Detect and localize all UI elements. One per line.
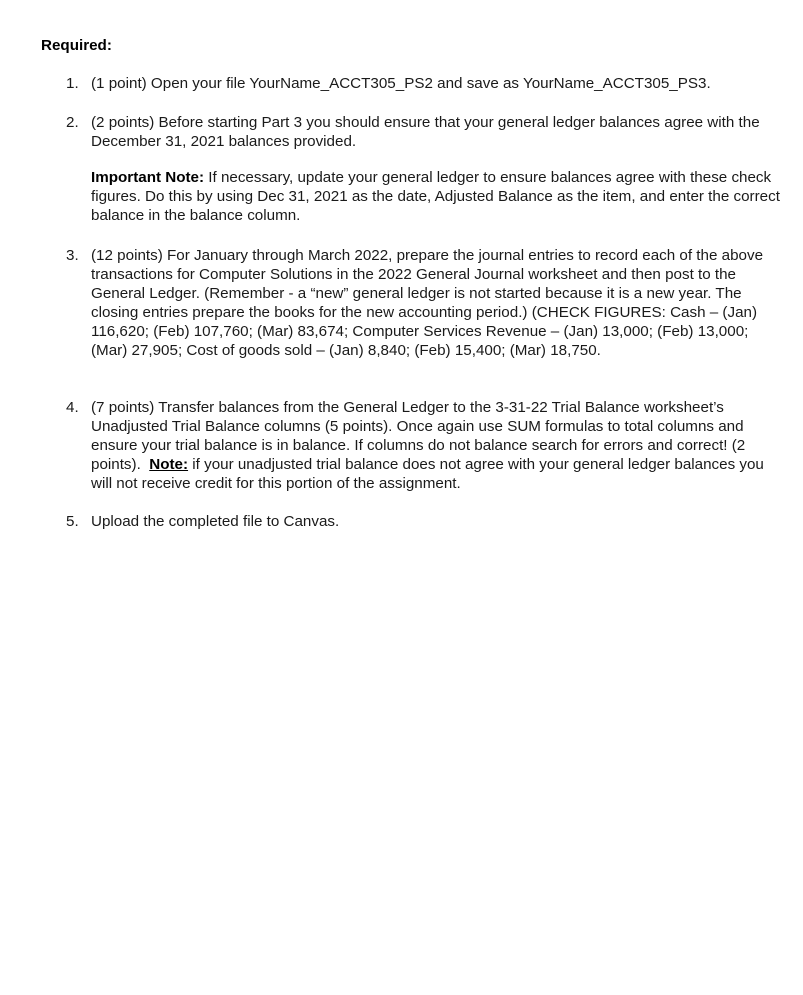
list-item-text-part: if your unadjusted trial balance does not agree with your general ledger balances you will not receive credit for this portion of the assignment. <box>91 456 764 492</box>
list-item-number: 3. <box>66 247 79 264</box>
list-item-text: (12 points) For January through March 2022, prepare the journal entries to record each of the above transactions for Computer Solutions in the 2022 General Journal worksheet and then post to the General Ledger. (Remember - a “new” general ledger is not started because it is a new year. The closing entries prepare the books for the new accounting period.) (CHECK FIGURES: Cash – (Jan) 116,620; (Feb) 107,760; (Mar) 83,674; Computer Services Revenue – (Jan) 13,000; (Feb) 13,000; (Mar) 27,905; Cost of goods sold – (Jan) 8,840; (Feb) 15,400; (Mar) 18,750. <box>91 247 764 359</box>
list-item-text: (1 point) Open your file YourName_ACCT305_PS2 and save as YourName_ACCT305_PS3. <box>91 75 711 92</box>
important-note-label: Important Note: <box>91 169 205 186</box>
list-item-number: 2. <box>66 114 79 131</box>
list-item-text <box>91 398 788 493</box>
list-item-number: 4. <box>66 399 79 416</box>
list-item-text: Upload the completed file to Canvas. <box>91 513 340 530</box>
required-heading: Required: <box>41 37 112 54</box>
important-note-text: If necessary, update your general ledger to ensure balances agree with these check figures. Do this by using Dec 31, 2021 as the date, Adjusted Balance as the item, and enter the correct balance in the balance column. <box>91 169 780 224</box>
note-label: Note: <box>149 456 189 473</box>
list-item-number: 5. <box>66 513 79 530</box>
list-item-number: 1. <box>66 75 79 92</box>
list-item-text-part: (7 points) Transfer balances from the General Ledger to the 3-31-22 Trial Balance worksheet’s Unadjusted Trial Balance columns (5 points). Once again use SUM formulas to total columns and ensure your trial balance is in balance. If columns do not balance search for errors and correct! (2 points). <box>91 399 750 473</box>
important-note <box>91 168 788 225</box>
list-item-text: (2 points) Before starting Part 3 you should ensure that your general ledger balances agree with the December 31, 2021 balances provided. <box>91 114 760 150</box>
